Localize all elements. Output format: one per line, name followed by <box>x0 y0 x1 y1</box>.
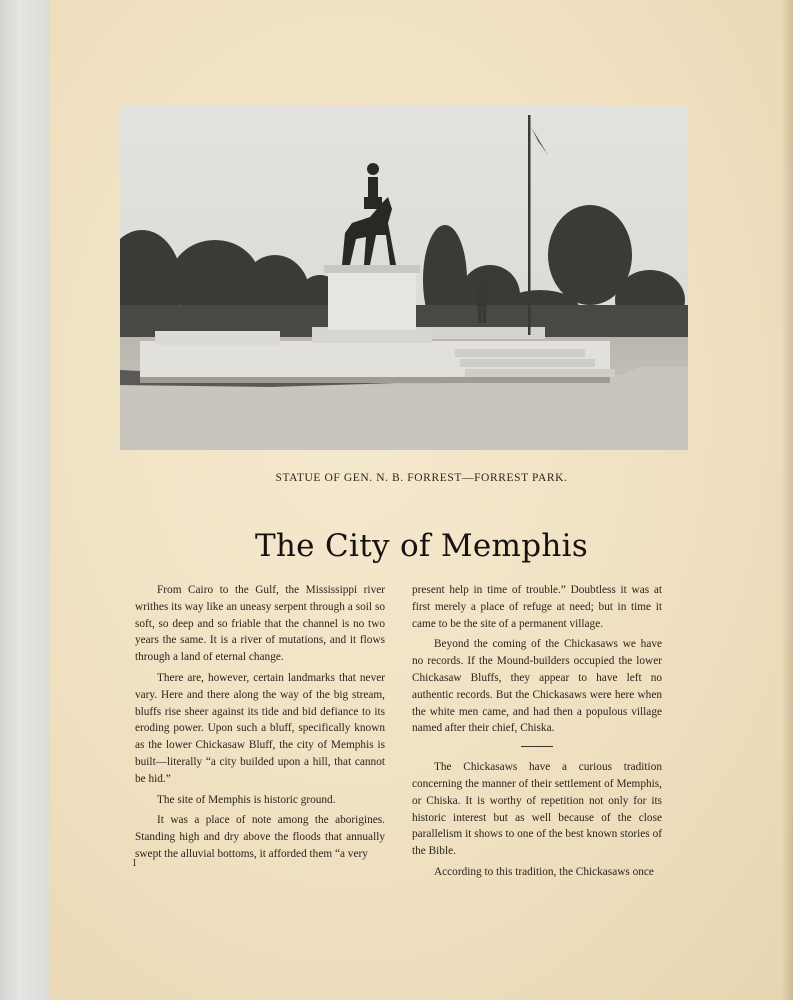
paragraph: The site of Memphis is historic ground. <box>157 793 336 806</box>
photo-caption: STATUE OF GEN. N. B. FORREST—FORREST PARK. <box>275 472 568 484</box>
text-column-right <box>412 582 662 885</box>
binding-strip <box>0 0 51 1000</box>
paragraph: There are, however, certain landmarks that never vary. Here and there along the way of the big stream, bluffs rise sheer against its tide and bid defiance to its eroding power. Upon such a bluff, specifically known as the lower Chickasaw Bluff, the city of Memphis is built—literally “a city builded upon a hill, that cannot be hid.” <box>135 671 385 785</box>
paragraph: The Chickasaws have a curious tradition concerning the manner of their settlement of Memphis, or Chiska. It is worthy of repetition not only for its historic interest but as well because of the close parallelism it shows to one of the best known stories of the Bible. <box>412 761 662 858</box>
statue-photograph <box>120 105 688 450</box>
section-divider <box>521 746 553 747</box>
page-title: The City of Memphis <box>254 528 589 564</box>
paragraph: Beyond the coming of the Chickasaws we have no records. If the Mound-builders occupied the lower Chickasaw Bluffs, they appear to have left no authentic records. But the Chickasaws were here when the white men came, and had then a populous village named after their chief, Chiska. <box>412 638 662 735</box>
page <box>50 0 793 1000</box>
text-column-left <box>135 582 385 867</box>
paragraph: From Cairo to the Gulf, the Mississippi river writhes its way like an uneasy serpent through a soil so soft, so deep and so friable that the channel is no two years the same. It is a river of mutations, and it flows through a land of eternal change. <box>135 584 385 664</box>
paragraph: present help in time of trouble.” Doubtless it was at first merely a place of refuge at need; but in time it came to be the site of a permanent village. <box>412 584 662 630</box>
paragraph: According to this tradition, the Chickasaws once <box>434 865 654 878</box>
page-edge-shadow <box>781 0 793 1000</box>
page-number: 1 <box>132 858 137 869</box>
paragraph: It was a place of note among the aborigines. Standing high and dry above the floods that annually swept the alluvial bottoms, it afforded them “a very <box>135 814 385 860</box>
